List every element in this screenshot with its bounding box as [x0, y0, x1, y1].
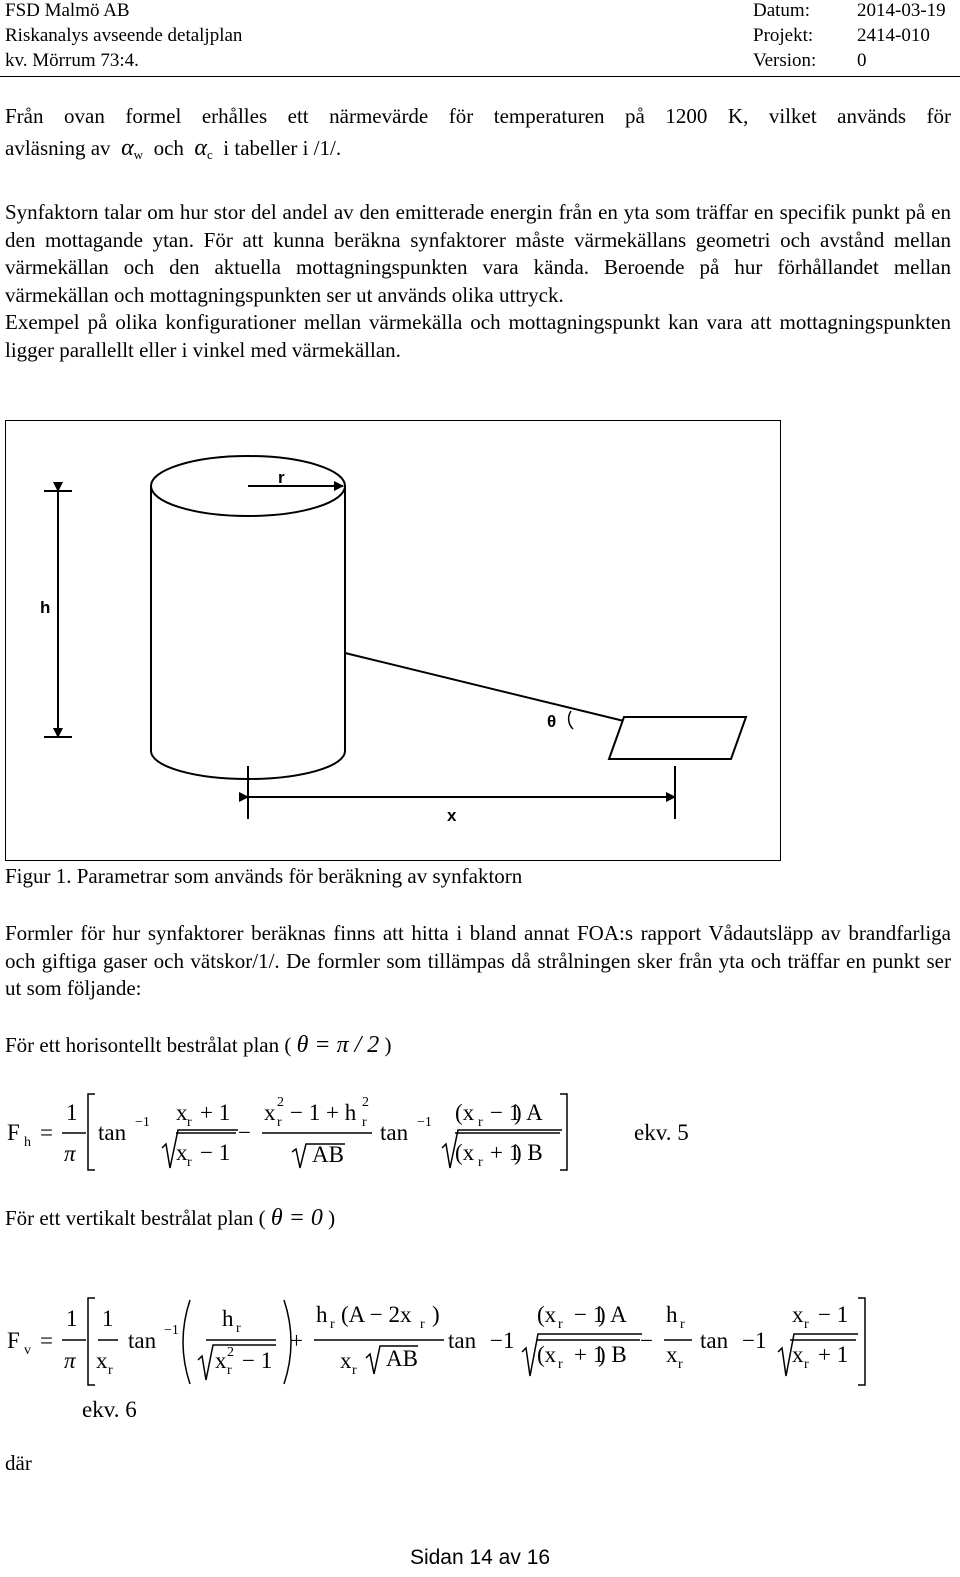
svg-text:r: r [680, 1317, 685, 1332]
figure-1 [5, 420, 781, 861]
svg-text:r: r [558, 1317, 563, 1332]
header-site: kv. Mörrum 73:4. [5, 50, 139, 71]
svg-text:− 1: − 1 [200, 1140, 231, 1165]
svg-text:ekv. 6: ekv. 6 [82, 1397, 137, 1422]
label-h: h [40, 598, 51, 617]
svg-text:− 1: − 1 [242, 1348, 273, 1373]
svg-text:x: x [96, 1348, 108, 1373]
svg-text:x: x [792, 1302, 804, 1327]
svg-text:x: x [264, 1100, 276, 1125]
body-text [5, 199, 951, 364]
svg-text:x: x [215, 1348, 227, 1373]
paragraph-exempel: Exempel på olika konfigurationer mellan värmekälla och mottagningspunkt kan vara att mottagningspunkten ligger parallellt eller i vinkel med värmekällan. [5, 310, 951, 362]
svg-text:r: r [187, 1115, 192, 1130]
svg-text:v: v [24, 1343, 31, 1358]
svg-text:x: x [340, 1348, 352, 1373]
label-theta: θ [547, 712, 557, 731]
svg-text:r: r [804, 1317, 809, 1332]
svg-text:AB: AB [312, 1142, 344, 1167]
svg-text:1: 1 [102, 1306, 114, 1331]
svg-text:2: 2 [277, 1095, 284, 1110]
svg-text:−1: −1 [490, 1328, 515, 1353]
header-org: FSD Malmö AB [5, 0, 130, 21]
equation-6 [0, 1290, 960, 1430]
header-version-value: 0 [857, 50, 867, 71]
svg-text:(x: (x [455, 1100, 475, 1125]
svg-text:r: r [478, 1155, 483, 1170]
svg-text:x: x [176, 1140, 188, 1165]
svg-text:2: 2 [362, 1095, 369, 1110]
header-date-label: Datum: [753, 0, 810, 21]
svg-text:−1: −1 [742, 1328, 767, 1353]
svg-text:): ) [432, 1302, 440, 1327]
intro-line-2: avläsning av $\alpha_w$ och $\alpha_c$ i tabeller i /1/. [5, 134, 342, 162]
horizontal-condition: θ = π / 2 [296, 1032, 380, 1058]
svg-text:r: r [478, 1115, 483, 1130]
intro-paragraph [5, 103, 951, 168]
svg-text:r: r [420, 1317, 425, 1332]
horizontal-heading: För ett horisontellt bestrålat plan ( θ = π / 2 ) [5, 1032, 392, 1058]
svg-text:r: r [804, 1357, 809, 1372]
sight-line [345, 653, 624, 721]
svg-text:r: r [678, 1357, 683, 1372]
svg-text:−1: −1 [164, 1323, 179, 1338]
svg-text:1: 1 [66, 1306, 78, 1331]
svg-text:tan: tan [98, 1120, 127, 1145]
alpha-symbol: α [194, 134, 207, 161]
svg-text:−: − [238, 1120, 251, 1145]
svg-text:r: r [277, 1115, 282, 1130]
cylinder-shape [151, 456, 345, 779]
svg-text:−: − [640, 1328, 653, 1353]
intro-line-1: Från ovan formel erhålles ett närmevärde för temperaturen på 1200 K, vilket används för [5, 104, 951, 128]
svg-text:(x: (x [537, 1342, 557, 1367]
figure-diagram [6, 421, 782, 862]
alpha-symbol: α [121, 134, 134, 161]
svg-text:+ 1: + 1 [490, 1140, 521, 1165]
header-project-value: 2414-010 [857, 25, 930, 46]
svg-text:tan: tan [380, 1120, 409, 1145]
svg-text:2: 2 [227, 1345, 234, 1360]
svg-text:r: r [362, 1115, 367, 1130]
svg-text:ekv. 5: ekv. 5 [634, 1120, 689, 1145]
header-date-value: 2014-03-19 [857, 0, 946, 21]
svg-text:h: h [316, 1302, 328, 1327]
angle-arc [569, 711, 573, 729]
svg-text:1: 1 [66, 1100, 78, 1125]
vertical-heading: För ett vertikalt bestrålat plan ( θ = 0 ) [5, 1205, 336, 1231]
header-version-label: Version: [753, 50, 817, 71]
svg-text:=: = [40, 1328, 53, 1353]
svg-text:(A − 2x: (A − 2x [341, 1302, 412, 1327]
vertical-condition: θ = 0 [270, 1205, 323, 1231]
svg-text:tan: tan [128, 1328, 157, 1353]
dar-text: där [5, 1451, 32, 1475]
svg-text:x: x [176, 1100, 188, 1125]
svg-text:tan: tan [448, 1328, 477, 1353]
distance-dimension [248, 766, 675, 819]
svg-text:π: π [64, 1348, 76, 1373]
svg-text:h: h [222, 1306, 234, 1331]
label-x: x [447, 806, 457, 825]
svg-text:F: F [7, 1328, 20, 1353]
svg-text:h: h [24, 1135, 31, 1150]
svg-text:+ 1: + 1 [818, 1342, 849, 1367]
svg-text:r: r [108, 1363, 113, 1378]
svg-text:+: + [290, 1328, 303, 1353]
svg-text:x: x [792, 1342, 804, 1367]
svg-text:− 1: − 1 [574, 1302, 605, 1327]
label-r: r [278, 468, 285, 487]
svg-text:) B: ) B [514, 1140, 543, 1165]
formula-intro: Formler för hur synfaktorer beräknas finns att hitta i bland annat FOA:s rapport Vådautsläpp av brandfarliga och giftiga gaser och vätskor/1/. De formler som tillämpas då strålningen sker från yta och träffar en punkt ser ut som följande: [5, 921, 951, 1000]
svg-text:x: x [666, 1342, 678, 1367]
equation-5-svg [0, 1088, 960, 1178]
equation-5 [0, 1088, 960, 1178]
svg-text:r: r [330, 1317, 335, 1332]
svg-text:) A: ) A [598, 1302, 627, 1327]
svg-text:h: h [666, 1302, 678, 1327]
svg-text:r: r [558, 1357, 563, 1372]
svg-text:F: F [7, 1120, 20, 1145]
svg-text:r: r [227, 1363, 232, 1378]
svg-text:−1: −1 [417, 1115, 432, 1130]
header-project-label: Projekt: [753, 25, 814, 46]
svg-text:−1: −1 [135, 1115, 150, 1130]
header-report: Riskanalys avseende detaljplan [5, 25, 243, 46]
svg-text:=: = [40, 1120, 53, 1145]
svg-text:r: r [187, 1155, 192, 1170]
svg-text:) B: ) B [598, 1342, 627, 1367]
svg-text:AB: AB [386, 1346, 418, 1371]
page-footer: Sidan 14 av 16 [409, 1546, 551, 1569]
page-header [0, 0, 960, 77]
svg-text:+ 1: + 1 [574, 1342, 605, 1367]
svg-text:+ 1: + 1 [200, 1100, 231, 1125]
svg-text:tan: tan [700, 1328, 729, 1353]
svg-text:(x: (x [537, 1302, 557, 1327]
svg-text:− 1: − 1 [818, 1302, 849, 1327]
receiving-plane [609, 717, 746, 759]
svg-text:(x: (x [455, 1140, 475, 1165]
svg-text:− 1: − 1 [490, 1100, 521, 1125]
svg-text:) A: ) A [514, 1100, 543, 1125]
svg-text:− 1 + h: − 1 + h [290, 1100, 357, 1125]
figure-caption: Figur 1. Parametrar som används för beräkning av synfaktorn [5, 864, 523, 888]
svg-text:π: π [64, 1141, 76, 1166]
equation-6-svg [0, 1290, 960, 1430]
svg-text:r: r [236, 1321, 241, 1336]
paragraph-synfaktor: Synfaktorn talar om hur stor del andel av den emitterade energin från en yta som träffar en specifik punkt på en den mottagande ytan. För att kunna beräkna synfaktorer måste värmekällans geometri och avstånd mellan värmekällan och den aktuella mottagningspunkten vara kända. Beroende på hur förhållandet mellan värmekällan och mottagningspunkten ser ut används olika uttryck. [5, 200, 951, 307]
svg-text:r: r [352, 1363, 357, 1378]
